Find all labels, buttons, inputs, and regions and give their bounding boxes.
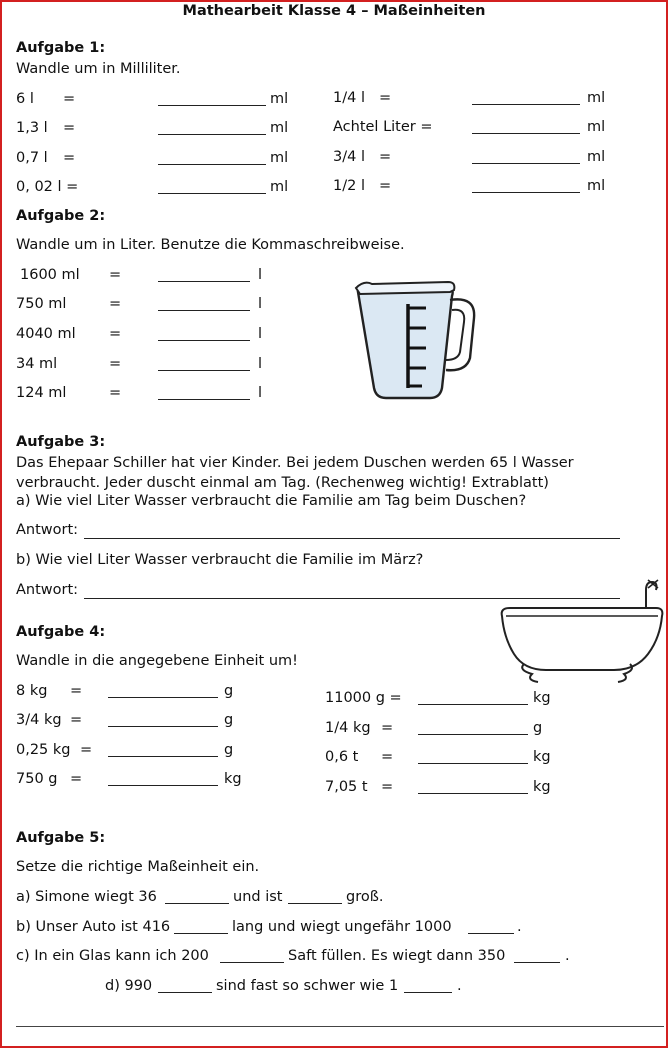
task4-right-expr: 7,05 t	[325, 779, 368, 795]
task4-left-expr: 3/4 kg	[16, 712, 62, 728]
task4-instruction: Wandle in die angegebene Einheit um!	[16, 653, 298, 669]
equals-sign: =	[381, 720, 394, 736]
unit-label: ml	[587, 90, 606, 106]
unit-label: kg	[533, 779, 551, 795]
task2-expr: 1600 ml	[20, 267, 80, 283]
answer-blank[interactable]	[514, 962, 560, 963]
equals-sign: =	[63, 150, 76, 166]
answer-line-a[interactable]	[84, 538, 620, 539]
task3-question-b: b) Wie viel Liter Wasser verbraucht die Familie im März?	[16, 552, 424, 568]
task5-sentence-d-part3: .	[457, 978, 462, 994]
equals-sign: =	[70, 712, 83, 728]
answer-blank[interactable]	[158, 399, 250, 400]
task3-question-a: a) Wie viel Liter Wasser verbraucht die Familie am Tag beim Duschen?	[16, 493, 527, 509]
answer-blank[interactable]	[108, 785, 218, 786]
task4-right-expr: 1/4 kg	[325, 720, 371, 736]
equals-sign: =	[379, 178, 392, 194]
task2-expr: 750 ml	[16, 296, 67, 312]
task1-right-expr: 3/4 l	[333, 149, 365, 165]
task1-right-expr: 1/4 l	[333, 90, 365, 106]
answer-blank[interactable]	[158, 105, 266, 106]
answer-label: Antwort:	[16, 522, 79, 538]
task1-instruction: Wandle um in Milliliter.	[16, 61, 181, 77]
unit-label: g	[533, 720, 543, 736]
equals-sign: =	[109, 296, 122, 312]
answer-blank[interactable]	[404, 992, 452, 993]
task3-text: Das Ehepaar Schiller hat vier Kinder. Bei jedem Duschen werden 65 l Wasser verbraucht. Jeder duscht einmal am Tag. (Rechenweg wichtig! Extrablatt)	[16, 455, 574, 491]
task5-sentence-b-part2: lang und wiegt ungefähr 1000	[232, 919, 452, 935]
unit-label: ml	[587, 119, 606, 135]
equals-sign: =	[109, 267, 122, 283]
answer-blank[interactable]	[472, 192, 580, 193]
answer-blank[interactable]	[108, 756, 218, 757]
answer-blank[interactable]	[158, 134, 266, 135]
task1-left-expr: 0,7 l	[16, 150, 48, 166]
task4-heading: Aufgabe 4:	[16, 624, 106, 640]
task4-right-expr: 0,6 t	[325, 749, 359, 765]
page-title: Mathearbeit Klasse 4 – Maßeinheiten	[182, 3, 486, 19]
task5-sentence-b-part1: b) Unser Auto ist 416	[16, 919, 171, 935]
task4-right-expr: 11000 g =	[325, 690, 402, 706]
unit-label: kg	[533, 749, 551, 765]
answer-label: Antwort:	[16, 582, 79, 598]
answer-blank[interactable]	[174, 933, 228, 934]
task5-heading: Aufgabe 5:	[16, 830, 106, 846]
equals-sign: =	[381, 749, 394, 765]
task5-sentence-d-part2: sind fast so schwer wie 1	[216, 978, 399, 994]
answer-blank[interactable]	[158, 281, 250, 282]
equals-sign: =	[63, 91, 76, 107]
task1-left-expr: 1,3 l	[16, 120, 48, 136]
unit-label: ml	[270, 120, 289, 136]
measuring-jug-icon	[350, 270, 482, 406]
task2-heading: Aufgabe 2:	[16, 208, 106, 224]
equals-sign: =	[63, 120, 76, 136]
task4-left-expr: 0,25 kg	[16, 742, 71, 758]
equals-sign: =	[109, 356, 122, 372]
answer-blank[interactable]	[418, 734, 528, 735]
answer-blank[interactable]	[108, 697, 218, 698]
unit-label: kg	[533, 690, 551, 706]
equals-sign: =	[381, 779, 394, 795]
task2-expr: 4040 ml	[16, 326, 76, 342]
task1-heading: Aufgabe 1:	[16, 40, 106, 56]
answer-blank[interactable]	[288, 903, 342, 904]
answer-blank[interactable]	[158, 992, 212, 993]
unit-label: l	[258, 326, 263, 342]
answer-blank[interactable]	[158, 193, 266, 194]
answer-blank[interactable]	[158, 370, 250, 371]
equals-sign: =	[70, 683, 83, 699]
task5-sentence-c-part2: Saft füllen. Es wiegt dann 350	[288, 948, 506, 964]
task5-sentence-c-part3: .	[565, 948, 570, 964]
answer-blank[interactable]	[472, 133, 580, 134]
answer-blank[interactable]	[158, 340, 250, 341]
equals-sign: =	[379, 149, 392, 165]
answer-blank[interactable]	[418, 793, 528, 794]
equals-sign: =	[379, 90, 392, 106]
answer-blank[interactable]	[108, 726, 218, 727]
task5-instruction: Setze die richtige Maßeinheit ein.	[16, 859, 260, 875]
unit-label: l	[258, 267, 263, 283]
task5-sentence-a-part2: und ist	[233, 889, 283, 905]
answer-blank[interactable]	[472, 104, 580, 105]
task2-instruction: Wandle um in Liter. Benutze die Kommaschreibweise.	[16, 237, 405, 253]
task1-left-expr: 6 l	[16, 91, 34, 107]
task5-sentence-a-part3: groß.	[346, 889, 384, 905]
task4-left-expr: 750 g	[16, 771, 58, 787]
task5-sentence-d-part1: d) 990	[105, 978, 153, 994]
unit-label: g	[224, 742, 234, 758]
answer-blank[interactable]	[472, 163, 580, 164]
task2-expr: 34 ml	[16, 356, 58, 372]
bathtub-icon	[496, 578, 666, 690]
equals-sign: =	[109, 385, 122, 401]
answer-blank[interactable]	[418, 763, 528, 764]
task2-expr: 124 ml	[16, 385, 67, 401]
task1-right-expr: 1/2 l	[333, 178, 365, 194]
unit-label: g	[224, 683, 234, 699]
unit-label: ml	[587, 178, 606, 194]
task4-left-expr: 8 kg	[16, 683, 48, 699]
task5-sentence-c-part1: c) In ein Glas kann ich 200	[16, 948, 209, 964]
unit-label: ml	[270, 150, 289, 166]
task5-sentence-b-part3: .	[517, 919, 522, 935]
answer-blank[interactable]	[220, 962, 284, 963]
task3-heading: Aufgabe 3:	[16, 434, 106, 450]
answer-blank[interactable]	[158, 164, 266, 165]
unit-label: l	[258, 296, 263, 312]
unit-label: ml	[587, 149, 606, 165]
unit-label: g	[224, 712, 234, 728]
task1-right-expr: Achtel Liter =	[333, 119, 433, 135]
footer-rule	[16, 1026, 664, 1027]
unit-label: kg	[224, 771, 242, 787]
equals-sign: =	[70, 771, 83, 787]
task5-sentence-a-part1: a) Simone wiegt 36	[16, 889, 157, 905]
answer-blank[interactable]	[418, 704, 528, 705]
equals-sign: =	[80, 742, 93, 758]
equals-sign: =	[109, 326, 122, 342]
unit-label: ml	[270, 179, 289, 195]
task1-left-expr: 0, 02 l =	[16, 179, 79, 195]
unit-label: ml	[270, 91, 289, 107]
answer-blank[interactable]	[165, 903, 229, 904]
answer-blank[interactable]	[468, 933, 514, 934]
unit-label: l	[258, 385, 263, 401]
unit-label: l	[258, 356, 263, 372]
answer-blank[interactable]	[158, 310, 250, 311]
